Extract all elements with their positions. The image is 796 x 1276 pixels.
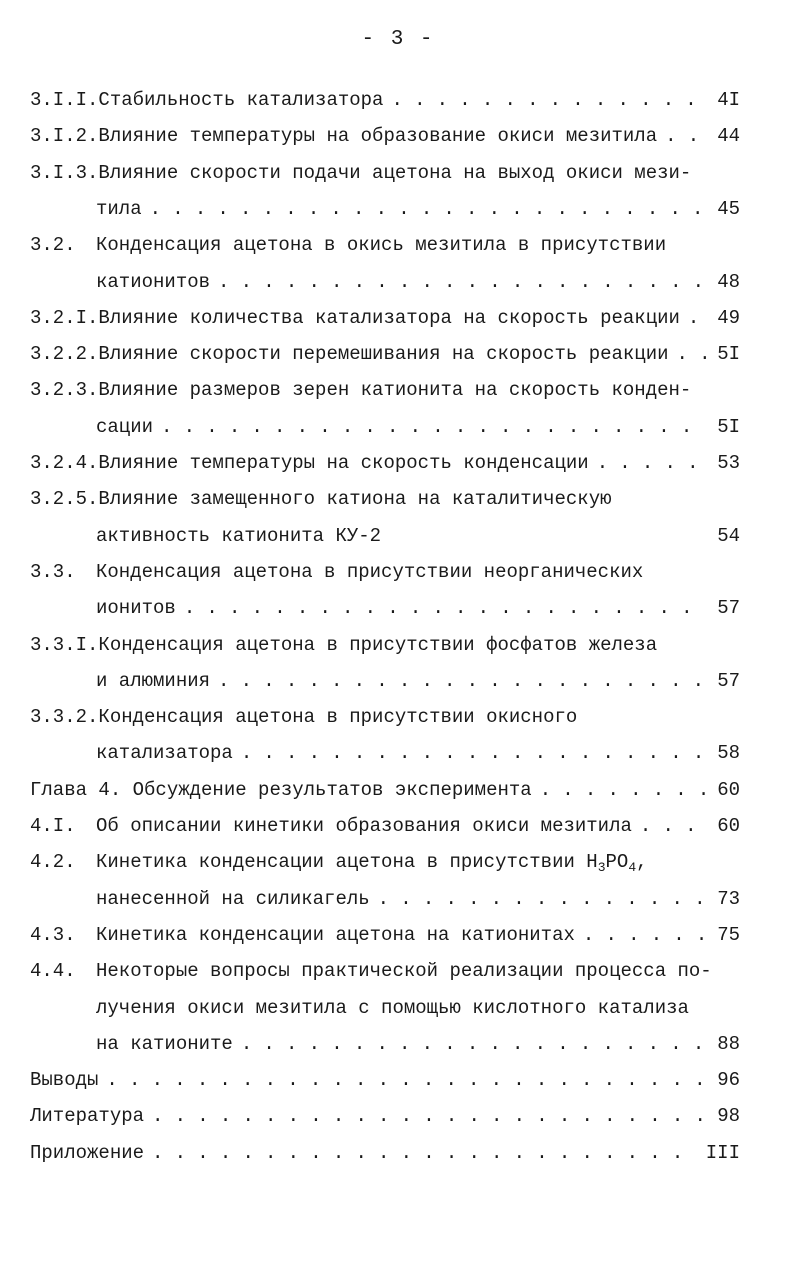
toc-page-number: 57 bbox=[717, 597, 740, 620]
toc-line bbox=[30, 920, 740, 950]
toc-leader-dots: .............. bbox=[391, 89, 708, 111]
toc-page-number: 98 bbox=[717, 1105, 740, 1128]
toc-entry-title: Конденсация ацетона в присутствии неорганических bbox=[96, 560, 644, 583]
toc-line bbox=[30, 666, 740, 696]
toc-leader-dots: .. bbox=[676, 343, 722, 366]
toc-entry-continuation: и алюминия bbox=[96, 669, 211, 692]
toc-line bbox=[30, 847, 740, 877]
toc-entry-title: Некоторые вопросы практической реализации процесса по- bbox=[96, 960, 712, 983]
toc-line bbox=[30, 303, 740, 333]
toc-leader-dots: ..... bbox=[596, 452, 710, 474]
toc-page-number: 4I bbox=[717, 89, 740, 111]
toc-line bbox=[30, 230, 740, 260]
toc-entry-title: 3.I.3.Влияние скорости подачи ацетона на выход окиси мези- bbox=[30, 161, 692, 184]
toc-line bbox=[30, 1029, 740, 1059]
toc-line bbox=[30, 557, 740, 587]
toc-page-number: 48 bbox=[717, 270, 740, 293]
toc-line bbox=[30, 956, 740, 986]
toc-section-number: 4.2. bbox=[30, 851, 76, 874]
toc-line bbox=[30, 194, 740, 224]
toc-entry-title: Об описании кинетики образования окиси мезитила bbox=[96, 815, 632, 837]
toc-line bbox=[30, 448, 740, 478]
toc-entry-continuation: нанесенной на силикагель bbox=[96, 887, 370, 910]
toc-entry-title: Конденсация ацетона в окись мезитила в присутствии bbox=[96, 234, 667, 257]
toc-entry-continuation: активность катионита КУ-2 bbox=[96, 524, 382, 547]
toc-line bbox=[30, 811, 740, 841]
toc-entry-title: Глава 4. Обсуждение результатов эксперимента bbox=[30, 778, 532, 801]
toc-page-number: 60 bbox=[717, 815, 740, 837]
toc-entry-continuation: сации bbox=[96, 415, 154, 438]
toc-entry-title: Приложение bbox=[30, 1141, 145, 1164]
toc-line bbox=[30, 1138, 740, 1168]
toc-leader-dots: ........................ bbox=[161, 415, 704, 438]
toc-leader-dots: ....................... bbox=[183, 597, 704, 620]
toc-page-number: 75 bbox=[717, 923, 740, 946]
toc-leader-dots: ........ bbox=[539, 778, 721, 801]
toc-page-number: 53 bbox=[717, 452, 740, 474]
toc-entry-title: Кинетика конденсации ацетона в присутствии $H_3PO_4$, bbox=[96, 851, 648, 876]
toc-leader-dots: ..................... bbox=[240, 1032, 716, 1055]
formula-subscript: 4 bbox=[628, 860, 637, 876]
toc-entry-continuation: лучения окиси мезитила с помощью кислотного катализа bbox=[96, 996, 689, 1019]
toc-page-number: 60 bbox=[717, 778, 740, 801]
toc-line bbox=[30, 339, 740, 369]
toc-entry-continuation: ионитов bbox=[96, 597, 176, 620]
toc-entry-title: 3.I.I.Стабильность катализатора bbox=[30, 89, 384, 111]
toc-line bbox=[30, 267, 740, 297]
toc-section-number: 4.4. bbox=[30, 960, 76, 983]
toc-entry-continuation: на катионите bbox=[96, 1032, 233, 1055]
toc-entry-continuation: тила bbox=[96, 197, 142, 220]
toc-line bbox=[30, 775, 740, 805]
toc-leader-dots: ........................ bbox=[152, 1141, 695, 1164]
toc-leader-dots: ...................... bbox=[218, 669, 716, 692]
toc-entry-title: 3.2.4.Влияние температуры на скорость конденсации bbox=[30, 452, 589, 474]
toc-entry-title: 3.2.5.Влияние замещенного катиона на каталитическую bbox=[30, 488, 612, 511]
toc-line bbox=[30, 85, 740, 115]
toc-page-number: 88 bbox=[717, 1032, 740, 1055]
toc-line bbox=[30, 702, 740, 732]
toc-entry-title: 3.2.2.Влияние скорости перемешивания на скорость реакции bbox=[30, 343, 669, 366]
toc-entry-continuation: катионитов bbox=[96, 270, 211, 293]
toc-leader-dots: ... bbox=[639, 815, 708, 837]
toc-entry-title: 3.3.2.Конденсация ацетона в присутствии окисного bbox=[30, 706, 578, 729]
page-number: - 3 - bbox=[361, 28, 435, 51]
toc-entry-title: 3.3.I.Конденсация ацетона в присутствии фосфатов железа bbox=[30, 633, 658, 656]
toc-line bbox=[30, 884, 740, 914]
toc-line bbox=[30, 993, 740, 1023]
toc-page-number: 45 bbox=[717, 197, 740, 220]
toc-line bbox=[30, 412, 740, 442]
toc-leader-dots: ...................... bbox=[218, 270, 716, 293]
toc-page-number: 44 bbox=[717, 125, 740, 148]
toc-line bbox=[30, 630, 740, 660]
toc-entry-title: Выводы bbox=[30, 1069, 99, 1092]
toc-line bbox=[30, 1101, 740, 1131]
toc-entry-title: Кинетика конденсации ацетона на катионитах bbox=[96, 923, 575, 946]
toc-leader-dots: .. bbox=[665, 125, 711, 148]
toc-line bbox=[30, 738, 740, 768]
toc-page-number: 5I bbox=[717, 343, 740, 366]
toc-page-number: III bbox=[705, 1141, 740, 1164]
toc-leader-dots: ........................... bbox=[106, 1069, 717, 1092]
toc-page-number: 5I bbox=[717, 415, 740, 438]
toc-leader-dots: ......................... bbox=[149, 197, 715, 220]
toc-page-number: 96 bbox=[717, 1069, 740, 1092]
toc-line bbox=[30, 484, 740, 514]
toc-page-number: 57 bbox=[717, 669, 740, 692]
toc-leader-dots: ......................... bbox=[152, 1105, 718, 1128]
toc-page-number: 49 bbox=[717, 306, 740, 329]
toc-leader-dots: . bbox=[687, 306, 711, 329]
toc-entry-title: 3.I.2.Влияние температуры на образование окиси мезитила bbox=[30, 125, 658, 148]
toc-entry-title: Литература bbox=[30, 1105, 145, 1128]
toc-section-number: 4.3. bbox=[30, 923, 76, 946]
toc-leader-dots: ............... bbox=[377, 887, 717, 910]
toc-page-number: 54 bbox=[717, 524, 740, 547]
toc-page-number: 58 bbox=[717, 742, 740, 765]
toc-line bbox=[30, 521, 740, 551]
toc-entry-title: 3.2.I.Влияние количества катализатора на скорость реакции bbox=[30, 306, 680, 329]
toc-line bbox=[30, 158, 740, 188]
toc-page-number: 73 bbox=[717, 887, 740, 910]
toc-entry-title: 3.2.3.Влияние размеров зерен катионита на скорость конден- bbox=[30, 379, 692, 402]
toc-section-number: 4.I. bbox=[30, 815, 76, 837]
toc-line bbox=[30, 121, 740, 151]
toc-leader-dots: ...... bbox=[582, 923, 719, 946]
toc-entry-continuation: катализатора bbox=[96, 742, 233, 765]
toc-line bbox=[30, 375, 740, 405]
toc-line bbox=[30, 593, 740, 623]
toc-line bbox=[30, 1065, 740, 1095]
toc-section-number: 3.2. bbox=[30, 234, 76, 257]
formula-subscript: 3 bbox=[597, 860, 606, 876]
toc-section-number: 3.3. bbox=[30, 560, 76, 583]
toc-leader-dots: ..................... bbox=[240, 742, 716, 765]
